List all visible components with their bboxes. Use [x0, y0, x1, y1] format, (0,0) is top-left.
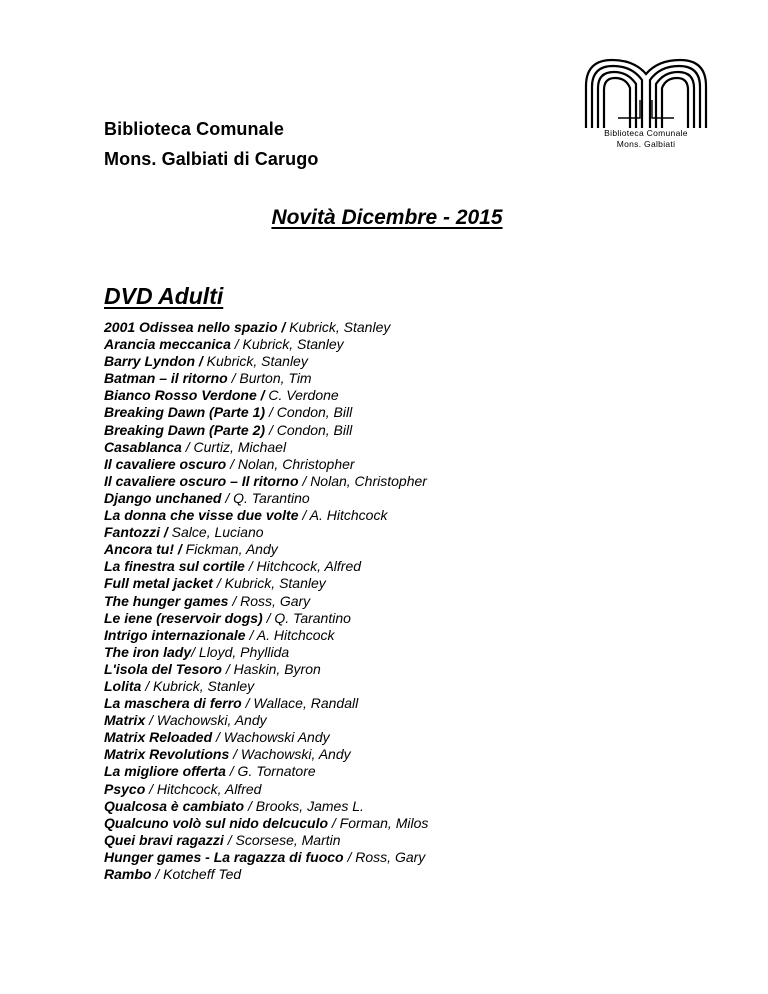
- item-author: / Kubrick, Stanley: [212, 575, 326, 592]
- list-item: [104, 473, 428, 490]
- item-author: / Burton, Tim: [227, 370, 312, 387]
- item-title: 2001 Odissea nello spazio /: [104, 319, 286, 335]
- item-title: L'isola del Tesoro: [104, 660, 222, 677]
- list-item: [104, 746, 428, 763]
- item-title: Rambo: [104, 866, 152, 882]
- item-title: Full metal jacket: [104, 575, 213, 592]
- item-author: / A. Hitchcock: [298, 507, 388, 524]
- item-title: Intrigo internazionale: [104, 626, 246, 643]
- item-title: Lolita: [104, 677, 142, 694]
- item-author: Kubrick, Stanley: [285, 319, 391, 335]
- item-title: La finestra sul cortile: [104, 558, 245, 575]
- list-item: [104, 490, 428, 507]
- item-title: Django unchaned: [104, 489, 222, 506]
- list-item: [104, 422, 428, 439]
- item-title: Fantozzi /: [104, 524, 168, 541]
- item-author: / Hitchcock, Alfred: [244, 558, 362, 575]
- item-author: / Forman, Milos: [328, 814, 429, 831]
- list-item: [104, 763, 428, 780]
- list-item: [104, 644, 428, 661]
- item-title: Barry Lyndon /: [104, 353, 203, 370]
- item-author: C. Verdone: [264, 387, 339, 404]
- item-author: / Wachowski, Andy: [229, 746, 351, 763]
- list-item: [104, 575, 428, 592]
- list-item: [104, 798, 428, 815]
- item-author: Kubrick, Stanley: [202, 353, 308, 370]
- item-author: / Kotcheff Ted: [151, 866, 242, 882]
- list-item: [104, 866, 428, 883]
- item-author: / Ross, Gary: [343, 848, 426, 865]
- list-item: [104, 507, 428, 524]
- list-item: [104, 456, 428, 473]
- item-author: / G. Tornatore: [225, 763, 316, 780]
- item-title: La maschera di ferro: [104, 695, 242, 712]
- library-logo-icon: [582, 56, 710, 130]
- list-item: [104, 695, 428, 712]
- item-title: Bianco Rosso Verdone /: [104, 387, 265, 404]
- list-item: [104, 439, 428, 456]
- item-author: / Q. Tarantino: [262, 609, 351, 626]
- list-item: [104, 558, 428, 575]
- item-title: Breaking Dawn (Parte 2): [104, 421, 266, 438]
- news-title-text: Novità Dicembre - 2015: [271, 206, 503, 229]
- list-item: [104, 593, 428, 610]
- item-title: La migliore offerta: [104, 763, 226, 780]
- item-author: / Brooks, James L.: [244, 797, 364, 814]
- item-author: / Kubrick, Stanley: [141, 677, 255, 694]
- list-item: [104, 610, 428, 627]
- list-item: [104, 524, 428, 541]
- item-title: Ancora tu! /: [104, 541, 182, 558]
- item-author: / Kubrick, Stanley: [230, 336, 344, 353]
- item-title: Qualcosa è cambiato: [104, 797, 245, 814]
- item-author: / Wachowski, Andy: [145, 712, 267, 729]
- item-author: / Haskin, Byron: [221, 660, 321, 677]
- logo-text-line2: Mons. Galbiati: [616, 139, 676, 149]
- item-title: Casablanca: [104, 438, 182, 455]
- item-author: / Wachowski Andy: [212, 729, 330, 746]
- list-item: [104, 627, 428, 644]
- list-item: [104, 832, 428, 849]
- item-title: The iron lady: [104, 643, 192, 660]
- news-title: [0, 206, 768, 230]
- item-title: La donna che visse due volte: [104, 507, 299, 524]
- list-item: [104, 541, 428, 558]
- item-title: Psyco: [104, 780, 146, 797]
- library-subname: Mons. Galbiati di Carugo: [104, 149, 319, 169]
- list-item: [104, 781, 428, 798]
- item-title: Le iene (reservoir dogs): [104, 609, 263, 626]
- item-author: / Condon, Bill: [265, 421, 353, 438]
- list-item: [104, 712, 428, 729]
- item-title: Batman – il ritorno: [104, 370, 228, 387]
- list-item: [104, 370, 428, 387]
- item-title: Matrix Reloaded: [104, 729, 213, 746]
- item-author: / Nolan, Christopher: [226, 455, 355, 472]
- library-name: Biblioteca Comunale: [104, 119, 284, 139]
- item-author: / Hitchcock, Alfred: [145, 780, 262, 797]
- item-author: / Condon, Bill: [265, 404, 353, 421]
- logo-text-line1: Biblioteca Comunale: [604, 128, 688, 138]
- item-title: Hunger games - La ragazza di fuoco: [104, 848, 344, 865]
- item-author: Fickman, Andy: [181, 541, 278, 558]
- item-title: Qualcuno volò sul nido delcuculo: [104, 814, 329, 831]
- item-author: / A. Hitchcock: [245, 626, 335, 643]
- list-item: [104, 353, 428, 370]
- item-author: / Curtiz, Michael: [181, 438, 287, 455]
- item-author: / Wallace, Randall: [241, 695, 359, 712]
- item-author: / Q. Tarantino: [221, 489, 310, 506]
- item-title: Matrix: [104, 712, 146, 729]
- list-item: [104, 387, 428, 404]
- item-title: Breaking Dawn (Parte 1): [104, 404, 266, 421]
- section-title: DVD Adulti: [104, 283, 224, 309]
- item-title: Il cavaliere oscuro: [104, 455, 227, 472]
- item-author: / Nolan, Christopher: [298, 472, 427, 489]
- list-item: [104, 678, 428, 695]
- list-item: [104, 815, 428, 832]
- item-author: Salce, Luciano: [167, 524, 264, 541]
- item-title: Arancia meccanica: [104, 336, 231, 353]
- item-title: The hunger games: [104, 592, 229, 609]
- list-item: [104, 319, 428, 336]
- list-item: [104, 661, 428, 678]
- item-author: / Scorsese, Martin: [223, 831, 341, 848]
- list-item: [104, 336, 428, 353]
- item-title: Il cavaliere oscuro – Il ritorno: [104, 472, 299, 489]
- list-item: [104, 729, 428, 746]
- list-item: [104, 404, 428, 421]
- item-title: Matrix Revolutions: [104, 746, 230, 763]
- item-title: Quei bravi ragazzi: [104, 831, 224, 848]
- library-logo: [576, 56, 716, 156]
- item-author: / Ross, Gary: [228, 592, 311, 609]
- list-item: [104, 849, 428, 866]
- item-author: / Lloyd, Phyllida: [191, 643, 290, 660]
- dvd-list: [104, 319, 428, 883]
